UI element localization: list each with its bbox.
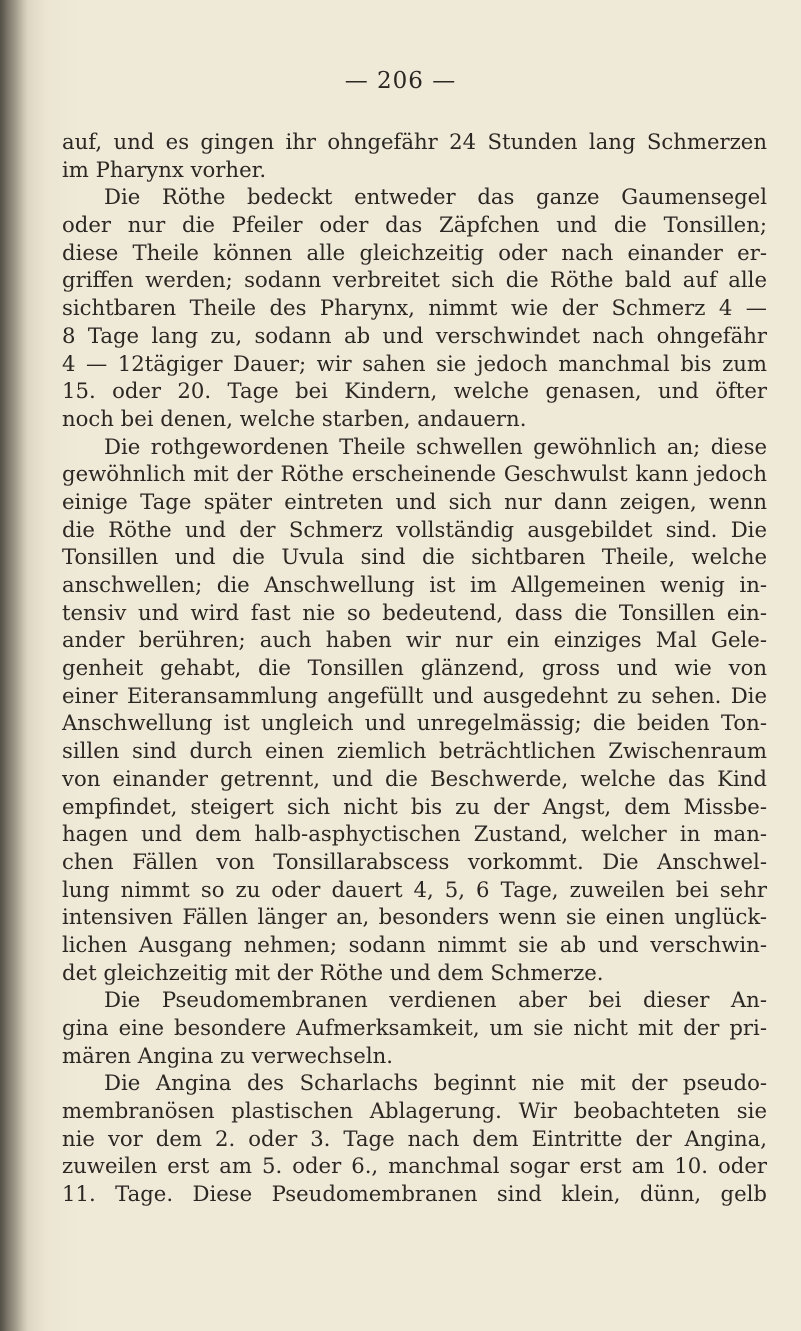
text-line: tensiv und wird fast nie so bedeutend, dass die Tonsillen ein-: [62, 599, 767, 625]
text-line: die Röthe und der Schmerz vollständig ausgebildet sind. Die: [62, 516, 767, 542]
text-line: intensiven Fällen länger an, besonders wenn sie einen unglück-: [62, 904, 767, 930]
text-line: auf, und es gingen ihr ohngefähr 24 Stunden lang Schmerzen: [62, 129, 767, 154]
text-line: genheit gehabt, die Tonsillen glänzend, gross und wie von: [62, 655, 767, 681]
text-line: nie vor dem 2. oder 3. Tage nach dem Eintritte der Angina,: [62, 1125, 767, 1151]
text-line: einige Tage später eintreten und sich nur dann zeigen, wenn: [62, 488, 767, 514]
text-line: 11. Tage. Diese Pseudomembranen sind klein, dünn, gelb: [62, 1181, 767, 1207]
page-number: — 206 —: [344, 68, 457, 94]
text-line: Die Röthe bedeckt entweder das ganze Gaumensegel: [104, 184, 767, 210]
text-line: Die Pseudomembranen verdienen aber bei dieser An-: [104, 987, 767, 1013]
text-line: Die Angina des Scharlachs beginnt nie mit der pseudo-: [104, 1070, 767, 1096]
text-line: empfindet, steigert sich nicht bis zu der Angst, dem Missbe-: [62, 793, 767, 819]
text-line: diese Theile können alle gleichzeitig oder nach einander er-: [62, 239, 767, 265]
text-line: det gleichzeitig mit der Röthe und dem Schmerze.: [62, 959, 604, 985]
text-line: lung nimmt so zu oder dauert 4, 5, 6 Tage, zuweilen bei sehr: [62, 876, 767, 902]
text-line: zuweilen erst am 5. oder 6., manchmal sogar erst am 10. oder: [62, 1153, 767, 1179]
text-line: Anschwellung ist ungleich und unregelmässig; die beiden Ton-: [62, 710, 767, 736]
text-line: 4 — 12tägiger Dauer; wir sahen sie jedoch manchmal bis zum: [62, 350, 767, 376]
text-line: noch bei denen, welche starben, andauern.: [62, 405, 527, 431]
text-line: im Pharynx vorher.: [62, 156, 267, 182]
text-line: ander berühren; auch haben wir nur ein einziges Mal Gele-: [62, 627, 767, 653]
text-line: griffen werden; sodann verbreitet sich die Röthe bald auf alle: [62, 267, 767, 293]
text-line: Die rothgewordenen Theile schwellen gewöhnlich an; diese: [104, 433, 767, 459]
text-line: anschwellen; die Anschwellung ist im Allgemeinen wenig in-: [62, 572, 767, 597]
text-line: einer Eiteransammlung angefüllt und ausgedehnt zu sehen. Die: [62, 682, 767, 708]
text-line: gina eine besondere Aufmerksamkeit, um sie nicht mit der pri-: [62, 1015, 767, 1040]
text-line: lichen Ausgang nehmen; sodann nimmt sie ab und verschwin-: [62, 931, 767, 957]
text-line: oder nur die Pfeiler oder das Zäpfchen und die Tonsillen;: [62, 212, 767, 238]
text-line: Tonsillen und die Uvula sind die sichtbaren Theile, welche: [62, 544, 767, 570]
text-line: sillen sind durch einen ziemlich beträchtlichen Zwischenraum: [62, 738, 767, 764]
text-line: 15. oder 20. Tage bei Kindern, welche genasen, und öfter: [62, 378, 767, 404]
text-line: von einander getrennt, und die Beschwerde, welche das Kind: [62, 765, 767, 791]
text-line: sichtbaren Theile des Pharynx, nimmt wie der Schmerz 4 —: [62, 295, 767, 321]
text-line: mären Angina zu verwechseln.: [62, 1042, 394, 1068]
text-line: chen Fällen von Tonsillarabscess vorkommt. Die Anschwel-: [62, 848, 767, 874]
text-line: gewöhnlich mit der Röthe erscheinende Geschwulst kann jedoch: [62, 461, 767, 487]
page-gutter-shadow: [0, 0, 28, 1331]
text-line: 8 Tage lang zu, sodann ab und verschwindet nach ohngefähr: [62, 322, 767, 348]
body-text: [62, 128, 767, 1208]
text-line: membranösen plastischen Ablagerung. Wir beobachteten sie: [62, 1098, 767, 1124]
text-line: hagen und dem halb-asphyctischen Zustand, welcher in man-: [62, 821, 767, 847]
